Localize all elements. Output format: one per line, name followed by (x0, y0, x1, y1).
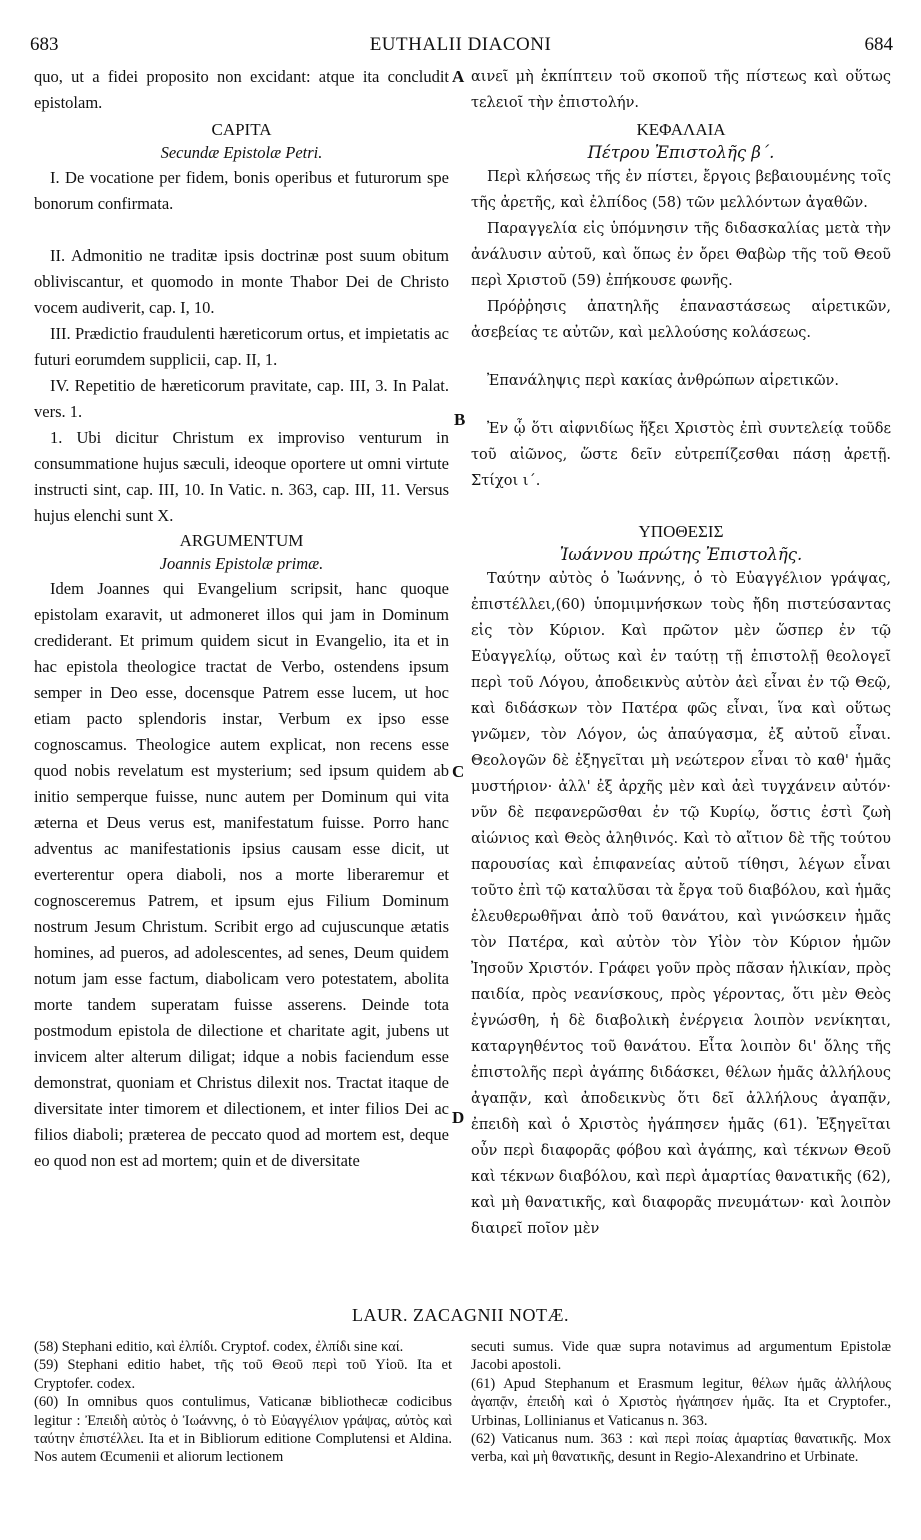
latin-argumentum-subtitle: Joannis Epistolæ primæ. (159, 554, 324, 573)
latin-capita-title: CAPITA (211, 120, 272, 139)
greek-chapter-3: Πρόῤῥησις ἀπατηλῆς ἐπαναστάσεως αἱρετικῶν, ἀσεβείας τε αὐτῶν, καὶ μελλούσης κολάσεως. (471, 299, 891, 341)
latin-column (34, 64, 449, 1174)
notes-right-column (471, 1338, 891, 1467)
greek-chapter-4: Ἐπανάληψις περὶ κακίας ἀνθρώπων αἱρετικῶν. (487, 373, 839, 389)
latin-chapter-2: II. Admonitio ne traditæ ipsis doctrinæ post suum obitum obliviscantur, et quomodo in monte Thabor Dei de Christo vocem audiverit, cap. I, 10. (34, 246, 449, 317)
page-number-right: 684 (864, 34, 893, 55)
latin-chapter-1: I. De vocatione per fidem, bonis operibus et futurorum spe bonorum confirmata. (34, 168, 449, 213)
greek-hypothesis-text: Ταύτην αὐτὸς ὁ Ἰωάννης, ὁ τὸ Εὐαγγέλιον γράψας, ἐπιστέλλει,(60) ὑπομιμνήσκων τοὺς ἤδη πιστεύσαντας εἰς τὸν Κύριον. Καὶ πρῶτον μὲν ὥσπερ ἐν τῷ Εὐαγγελίῳ, οὕτως καὶ ἐν ταύτῃ τῇ ἐπιστολῇ θεολογεῖ περὶ τοῦ Λόγου, ἀποδεικνὺς αὐτὸν ἀεὶ εἶναι ἐν τῷ Θεῷ, καὶ διδάσκων τὸν Πατέρα φῶς εἶναι, ἵνα καὶ οὕτως γνῶμεν, τὸν Λόγον, ὡς ἀπαύγασμα, ἐξ αὐτοῦ εἶναι. Θεολογῶν δὲ ἐξηγεῖται μὴ νεώτερον εἶναι τὸ καθ' ἡμᾶς μυστήριον· ἀλλ' ἐξ ἀρχῆς μὲν καὶ ἀεὶ τυγχάνειν αὐτόν· νῦν δὲ πεφανερῶσθαι ἐν τῷ Κυρίῳ, ὅστις ἐστὶ ζωὴ αἰώνιος καὶ Θεὸς ἀληθινός. Καὶ τὸ αἴτιον δὲ τῆς τούτου παρουσίας καὶ ἐπιφανείας αὐτοῦ τίθησι, λέγων εἶναι τοῦτο ἐπὶ τῷ καταλῦσαι τὰ ἔργα τοῦ διαβόλου, καὶ ἡμᾶς ἐλευθερωθῆναι ἀπὸ τοῦ θανάτου, καὶ γινώσκειν ἡμᾶς τὸν Πατέρα, καὶ αὐτὸν τὸν Υἱὸν τὸν Κύριον ἡμῶν Ἰησοῦν Χριστόν. Γράφει γοῦν πρὸς πᾶσαν ἡλικίαν, πρὸς παιδία, πρὸς νεανίσκους, πρὸς γέροντας, ὅτι μὲν Θεὸς ἐγνώσθη, ἡ δὲ διαβολικὴ ἐνέργεια λοιπὸν νενίκηται, καταργηθέντος τοῦ θανάτου. Εἶτα λοιπὸν δι' ὅλης τῆς ἐπιστολῆς περὶ ἀγάπης διδάσκει, θέλων ἡμᾶς ἀλλήλους ἀγαπᾷν, καὶ ἀποδεικνὺς ὅτι δεῖ ἀλλήλους ἀγαπᾷν, ἐπειδὴ καὶ ὁ Χριστὸς ἠγάπησεν ἡμᾶς (61). Ἐξηγεῖται οὖν περὶ διαφορᾶς φόβου καὶ ἀγάπης, καὶ τέκνων Θεοῦ καὶ τέκνων διαβόλου, καὶ περὶ ἁμαρτίας θανατικῆς (62), καὶ μὴ θανατικῆς, καὶ διαφορᾶς πνευμάτων· καὶ λοιπὸν διαιρεῖ ποῖον μὲν (471, 571, 891, 1237)
margin-marker-b: B (454, 410, 466, 429)
note-59: (59) Stephani editio habet, τῆς τοῦ Θεοῦ περὶ τοῦ Υἱοῦ. Ita et Cryptofer. codex. (34, 1357, 452, 1392)
margin-marker-d: D (452, 1108, 465, 1127)
greek-hypothesis-subtitle: Ἰωάννου πρώτης Ἐπιστολῆς. (559, 545, 803, 564)
latin-argumentum-text: Idem Joannes qui Evangelium scripsit, hanc quoque epistolam exaravit, ut admoneret illos qui jam in Dominum crediderant. Et primum quidem sicut in Evangelio, ita et in hac epistola theologice tractat de Verbo, ostendens ipsum semper in Deo esse, docensque Patrem esse lucem, ut hoc etiam pacto splendoris instar, Verbum ex ipso esse cognoscamus. Theologice autem explicat, non recens esse quod nobis revelatum est mysterium; sed ipsum quidem ab initio semperque fuisse, nunc autem per Dominum qui vita æterna et Deus verus est, manifestatum fuisse. Porro hanc adventus ac manifestationis ipsius causam esse dicit, ut everterentur opera diaboli, nos a morte liberaremur et cognosceremus Patrem, et ipsum ejus Filium Dominum nostrum Jesum Christum. Scribit ergo ad cujuscunque ætatis homines, ad pueros, ad adolescentes, ad senes, Deum quidem notum jam esse factum, diabolicam vero potestatem, abolita morte tandem superatam fuisse asserens. Deinde tota postmodum epistola de dilectione et charitate agit, jubens ut invicem alter alterum diligat; idque a nobis faciendum esse demonstrat, quoniam et Christus dilexit nos. Tractat itaque de diversitate inter timorem et dilectionem, et inter filios Dei ac filios diaboli; præterea de peccato quod ad mortem est, deque eo quod non est ad mortem; quin et de diversitate (34, 579, 449, 1170)
greek-column (471, 64, 891, 1242)
greek-intro: αινεῖ μὴ ἐκπίπτειν τοῦ σκοποῦ τῆς πίστεως καὶ οὕτως τελειοῖ τὴν ἐπιστολήν. (471, 69, 891, 111)
latin-chapter-4-note: 1. Ubi dicitur Christum ex improviso venturum in consummatione hujus sæculi, ideoque oportere ut omni virtute instructi sint, cap. III, 10. In Vatic. n. 363, cap. III, 11. Versus hujus elenchi sunt X. (34, 428, 449, 525)
latin-intro: quo, ut a fidei proposito non excidant: atque ita concludit epistolam. (34, 67, 449, 112)
greek-capita-title: ΚΕΦΑΛΑΙΑ (636, 120, 726, 139)
running-title: EUTHALII DIACONI (369, 34, 552, 55)
greek-capita-subtitle: Πέτρου Ἐπιστολῆς β΄. (587, 143, 775, 162)
greek-chapter-5: Ἐν ᾧ ὅτι αἰφνιδίως ἥξει Χριστὸς ἐπὶ συντελείᾳ τοῦδε τοῦ αἰῶνος, ὥστε δεῖν εὐτρεπίζεσθαι πάσῃ ἀρετῇ. Στίχοι ι΄. (471, 421, 891, 489)
notes-left-column (34, 1338, 452, 1467)
notes-title: LAUR. ZACAGNII NOTÆ. (352, 1305, 569, 1325)
note-60: (60) In omnibus quos contulimus, Vaticanæ bibliothecæ codicibus legitur : Ἐπειδὴ αὐτὸς ὁ Ἰωάννης, ὁ τὸ Εὐαγγέλιον γράψας, αὐτὸς καὶ ταύτην ἐπιστέλλει. Ita et in Bibliorum editione Complutensi et Aldina. Nos autem Œcumenii et aliorum lectionem (34, 1394, 452, 1466)
latin-chapter-4: IV. Repetitio de hæreticorum pravitate, cap. III, 3. In Palat. vers. 1. (34, 376, 449, 421)
note-61: (61) Apud Stephanum et Erasmum legitur, θέλων ἡμᾶς ἀλλήλους ἀγαπᾷν, ἐπειδὴ καὶ ὁ Χριστὸς ἠγάπησεν ἡμᾶς. Ita et Cryptofer., Urbinas, Lollinianus et Vaticanus n. 363. (471, 1375, 891, 1429)
note-58: (58) Stephani editio, καὶ ἐλπίδι. Cryptof. codex, ἐλπίδι sine καί. (34, 1339, 404, 1355)
greek-chapter-1: Περὶ κλήσεως τῆς ἐν πίστει, ἔργοις βεβαιουμένης τοῖς τῆς ἀρετῆς, καὶ ἐλπίδος (58) τῶν μελλόντων ἀγαθῶν. (471, 169, 891, 211)
note-62: (62) Vaticanus num. 363 : καὶ περὶ ποίας ἁμαρτίας θανατικῆς. Mox verba, καὶ μὴ θανατικῆς, desunt in Regio-Alexandrino et Urbinate. (471, 1431, 891, 1466)
latin-capita-subtitle: Secundæ Epistolæ Petri. (160, 143, 323, 162)
greek-chapter-2: Παραγγελία εἰς ὑπόμνησιν τῆς διδασκαλίας μετὰ τὴν ἀνάλυσιν αὐτοῦ, καὶ ὅπως ἐν ὄρει Θαβὼρ τῆς τοῦ Θεοῦ περὶ Χριστοῦ (59) ἐπήκουσε φωνῆς. (471, 221, 891, 289)
margin-marker-c: C (452, 762, 465, 781)
latin-argumentum-title: ARGUMENTUM (179, 531, 304, 550)
latin-chapter-3: III. Prædictio fraudulenti hæreticorum ortus, et impietatis ac futuri eorumdem supplicii, cap. II, 1. (34, 324, 449, 369)
note-60-continued: secuti sumus. Vide quæ supra notavimus ad argumentum Epistolæ Jacobi apostoli. (471, 1339, 891, 1374)
page-number-left: 683 (30, 34, 59, 55)
greek-hypothesis-title: ΥΠΟΘΕΣΙΣ (638, 522, 724, 541)
margin-marker-a: A (452, 67, 465, 86)
